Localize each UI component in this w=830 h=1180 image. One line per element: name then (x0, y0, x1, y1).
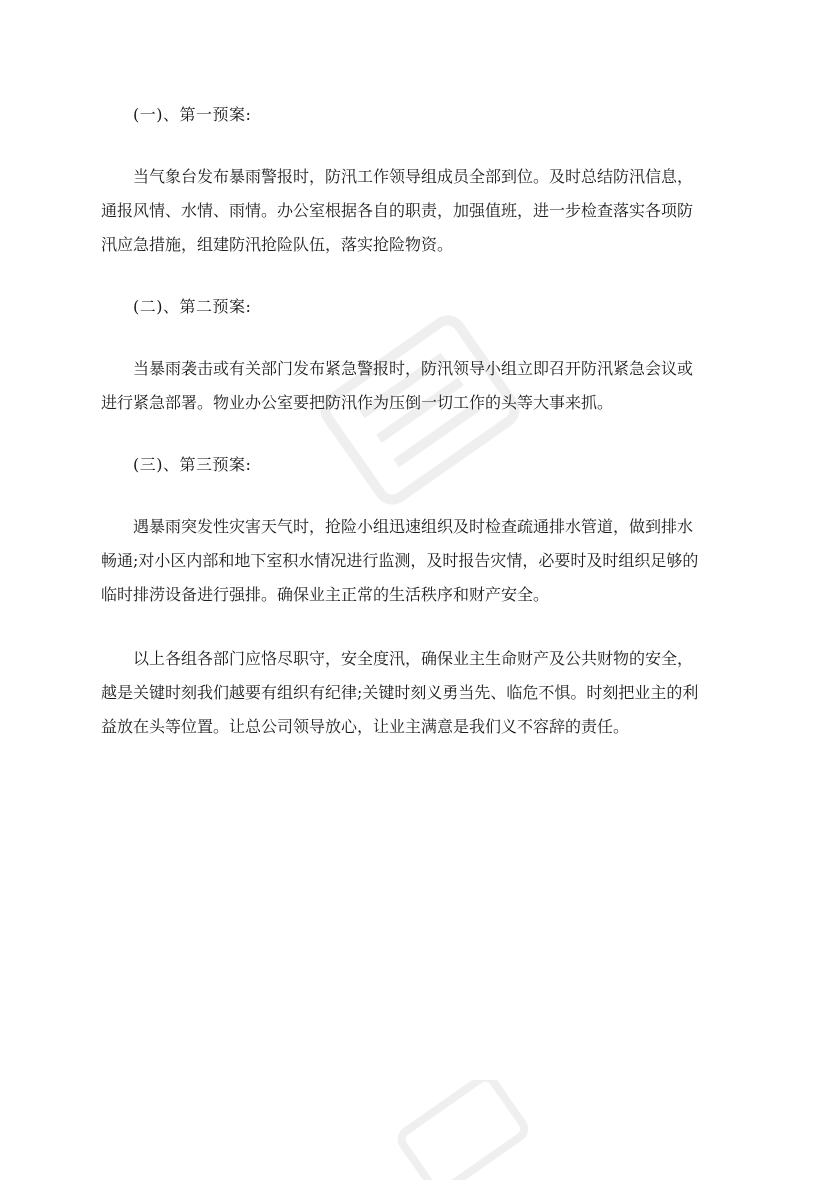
paragraph-line: 益放在头等位置。让总公司领导放心，让业主满意是我们义不容辞的责任。 (101, 717, 630, 736)
watermark-seal-icon (380, 1080, 540, 1180)
paragraph-line: 以上各组各部门应恪尽职守，安全度汛，确保业主生命财产及公共财物的安全， (133, 649, 694, 668)
paragraph-line: 当气象台发布暴雨警报时，防汛工作领导组成员全部到位。及时总结防汛信息， (133, 167, 694, 186)
section-paragraph (101, 510, 733, 612)
section-paragraph (101, 352, 733, 420)
paragraph-line: 进行紧急部署。物业办公室要把防汛作为压倒一切工作的头等大事来抓。 (101, 393, 614, 412)
paragraph-line: 临时排涝设备进行强排。确保业主正常的生活秩序和财产安全。 (101, 585, 550, 604)
paragraph-line: 畅通;对小区内部和地下室积水情况进行监测，及时报告灾情，必要时及时组织足够的 (101, 551, 699, 570)
paragraph-line: 遇暴雨突发性灾害天气时，抢险小组迅速组织及时检查疏通排水管道，做到排水 (133, 517, 694, 536)
paragraph-line: 汛应急措施，组建防汛抢险队伍，落实抢险物资。 (101, 235, 454, 254)
paragraph-line: 越是关键时刻我们越要有组织有纪律;关键时刻义勇当先、临危不惧。时刻把业主的利 (101, 683, 699, 702)
section-heading: (二)、第二预案: (133, 297, 252, 316)
section-heading: (一)、第一预案: (133, 105, 252, 124)
section-paragraph (101, 160, 733, 262)
section-heading: (三)、第三预案: (133, 455, 252, 474)
document-body (101, 100, 733, 774)
paragraph-line: 通报风情、水情、雨情。办公室根据各自的职责，加强值班，进一步检查落实各项防 (101, 201, 694, 220)
closing-paragraph (101, 642, 733, 744)
paragraph-line: 当暴雨袭击或有关部门发布紧急警报时，防汛领导小组立即召开防汛紧急会议或 (133, 359, 694, 378)
